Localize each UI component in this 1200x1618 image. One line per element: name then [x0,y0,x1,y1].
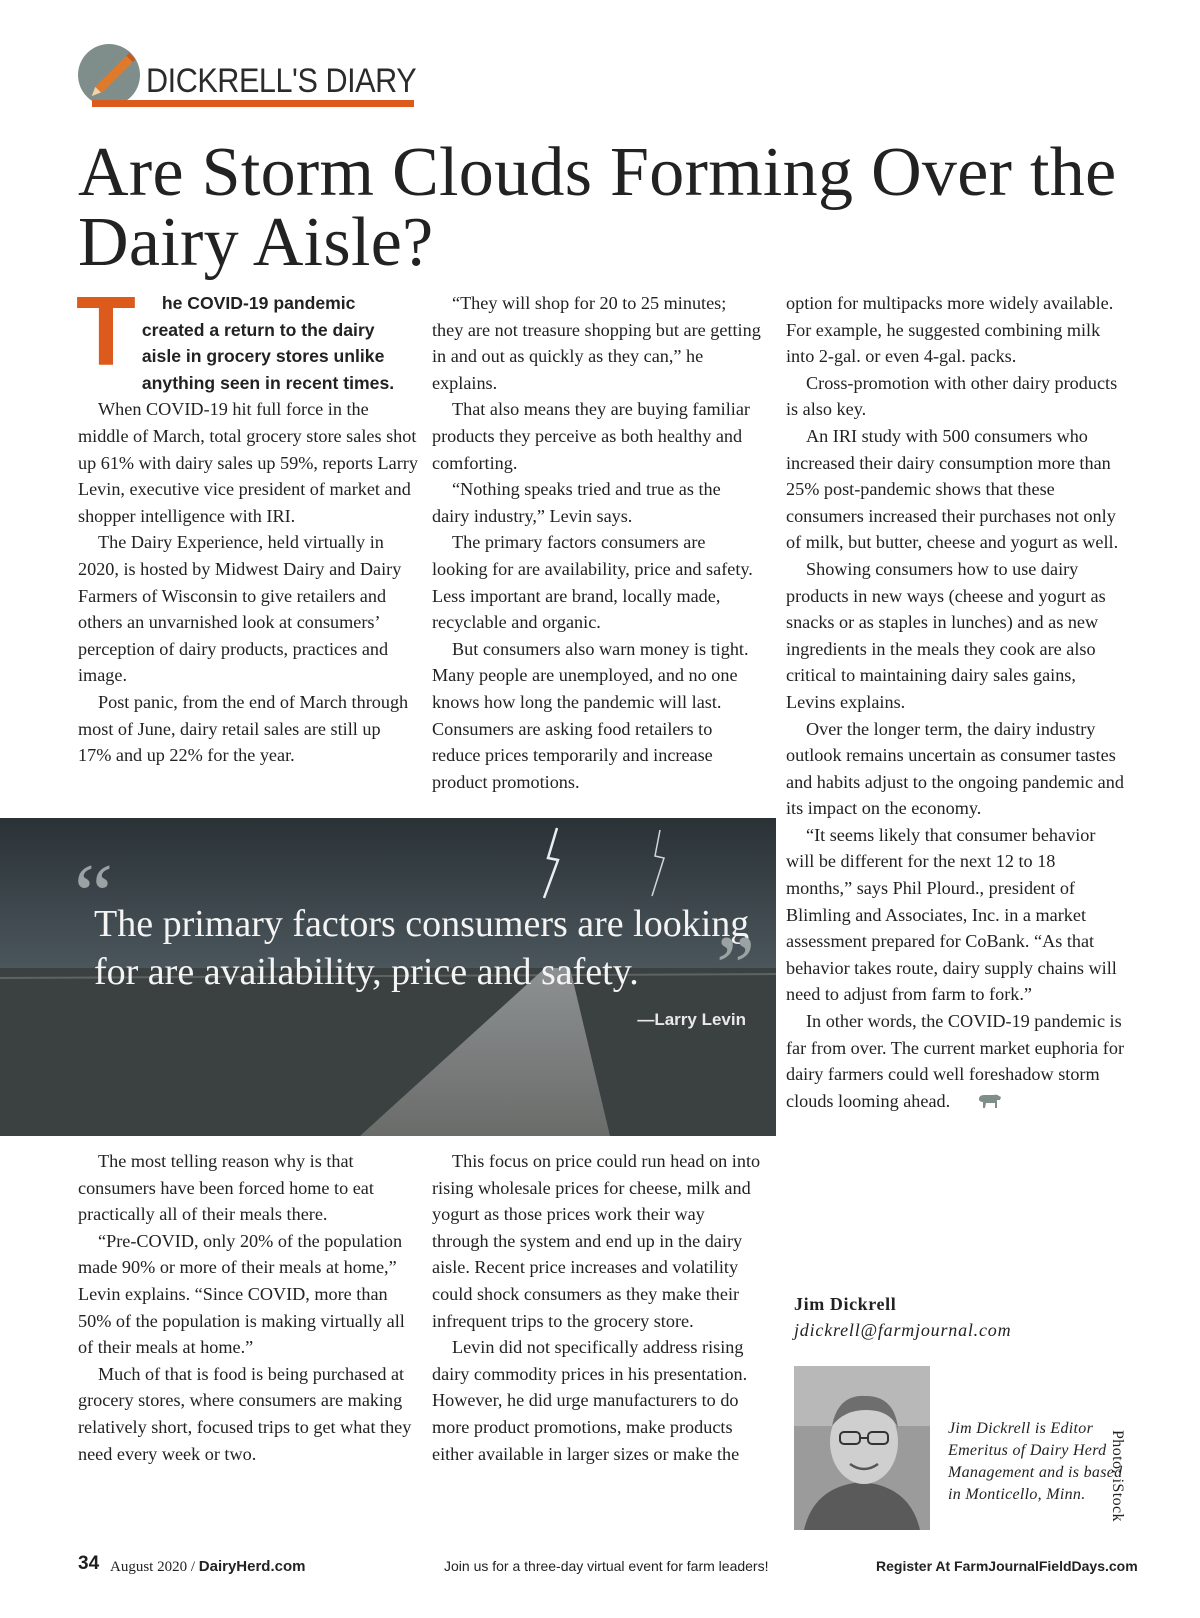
storm-road-photo [0,818,776,1136]
section-title: DICKRELL'S DIARY [146,62,417,100]
photo-credit: Photo: iStock [1109,1430,1126,1522]
pull-quote-text: The primary factors consumers are looking for are availability, price and safety. [94,903,750,993]
lead-paragraph: he COVID-19 pandemic created a return to the dairy aisle in grocery stores unlike anything seen in recent times. [141,293,395,393]
article-column-3 [786,290,1126,1118]
article-column-1-bottom [78,1148,418,1467]
article-column-2 [432,290,762,795]
author-photo [794,1366,930,1530]
pencil-icon [95,56,132,93]
page-number: 34 [78,1553,100,1574]
paragraph: “Pre-COVID, only 20% of the population made 90% or more of their meals at home,” Levin explains. “Since COVID, more than 50% of the population is making virtually all of their meals at home.” [78,1230,405,1358]
close-quote-mark: ” [716,919,756,1016]
paragraph: An IRI study with 500 consumers who increased their dairy consumption more than 25% post-pandemic shows that these consumers increased their purchases not only of milk, but butter, cheese and yogurt as well. [786,425,1119,553]
section-badge [78,44,140,106]
open-quote-mark: “ [74,847,114,944]
event-promo: Join us for a three-day virtual event for farm leaders! [444,1558,769,1574]
issue-info [110,1558,305,1576]
headline: Are Storm Clouds Forming Over the Dairy Aisle? [78,134,1117,281]
paragraph: Cross-promotion with other dairy products is also key. [786,372,1118,420]
paragraph: Over the longer term, the dairy industry outlook remains uncertain as consumer tastes and habits adjust to the ongoing pandemic and its impact on the economy. [786,718,1124,819]
author-name: Jim Dickrell [794,1294,897,1314]
paragraph: Post panic, from the end of March through most of June, dairy retail sales are still up 17% and up 22% for the year. [78,691,409,766]
section-rule [92,100,414,107]
issue-date: August 2020 / [110,1559,199,1575]
paragraph: Showing consumers how to use dairy products in new ways (cheese and yogurt as snacks or as staples in lunches) and as new ingredients in the meals they cook are also critical to maintaining dairy sales gains, Levins explains. [786,558,1106,712]
closing-paragraph [786,1008,1126,1118]
paragraph: The Dairy Experience, held virtually in 2020, is hosted by Midwest Dairy and Dairy Farmers of Wisconsin to give retailers and others an unvarnished look at consumers’ perception of dairy products, practices and image. [78,532,402,686]
author-email[interactable]: jdickrell@farmjournal.com [794,1320,1012,1340]
paragraph: option for multipacks more widely available. For example, he suggested combining milk into 2-gal. or even 4-gal. packs. [786,293,1114,367]
paragraph: This focus on price could run head on into rising wholesale prices for cheese, milk and yogurt as those prices work their way through the system and end up in the dairy aisle. Recent price increases and volatility could shock consumers as they make their infrequent trips to the grocery store. [432,1151,761,1331]
paragraph: “It seems likely that consumer behavior will be different for the next 12 to 18 months,” says Phil Plourd., president of Blimling and Associates, Inc. in a market assessment prepared for CoBank. “As that behavior takes route, dairy supply chains will need to adjust from farm to fork.” [786,824,1117,1005]
article-column-1 [76,276,418,769]
register-link[interactable]: Register At FarmJournalFieldDays.com [876,1558,1138,1574]
cow-icon [956,1091,1002,1119]
paragraph: Much of that is food is being purchased at grocery stores, where consumers are making relatively short, focused trips to get what they need every week or two. [78,1363,412,1464]
paragraph: When COVID-19 hit full force in the middle of March, total grocery store sales shot up 61% with dairy sales up 59%, reports Larry Levin, executive vice president of market and shopper intelligence with IRI. [78,399,418,526]
site-link[interactable]: DairyHerd.com [198,1558,306,1575]
article-column-2-bottom [432,1148,762,1467]
paragraph: But consumers also warn money is tight. Many people are unemployed, and no one knows how long the pandemic will last. Consumers are asking food retailers to reduce prices temporarily and increase product promotions. [432,638,749,792]
drop-cap: T [76,276,136,386]
paragraph: The primary factors consumers are looking for are availability, price and safety. Less important are brand, locally made, recyclable and organic. [432,532,753,633]
paragraph: “They will shop for 20 to 25 minutes; they are not treasure shopping but are getting in and out as quickly as they can,” he explains. [432,293,761,393]
paragraph: That also means they are buying familiar products they perceive as both healthy and comforting. [432,399,750,473]
paragraph: Levin did not specifically address rising dairy commodity prices in his presentation. However, he did urge manufacturers to do more product promotions, make products either available in larger sizes or make the [432,1337,748,1464]
paragraph: “Nothing speaks tried and true as the dairy industry,” Levin says. [432,479,721,526]
pull-quote-attribution: —Larry Levin [637,1010,746,1029]
author-bio: Jim Dickrell is Editor Emeritus of Dairy Herd Management and is based in Monticello, Minn. [948,1420,1123,1503]
paragraph: The most telling reason why is that consumers have been forced home to eat practically all of their meals there. [78,1151,374,1225]
author-portrait-illustration [794,1366,930,1530]
closing-text: In other words, the COVID-19 pandemic is far from over. The current market euphoria for dairy farmers could well foreshadow storm clouds looming ahead. [786,1011,1125,1111]
